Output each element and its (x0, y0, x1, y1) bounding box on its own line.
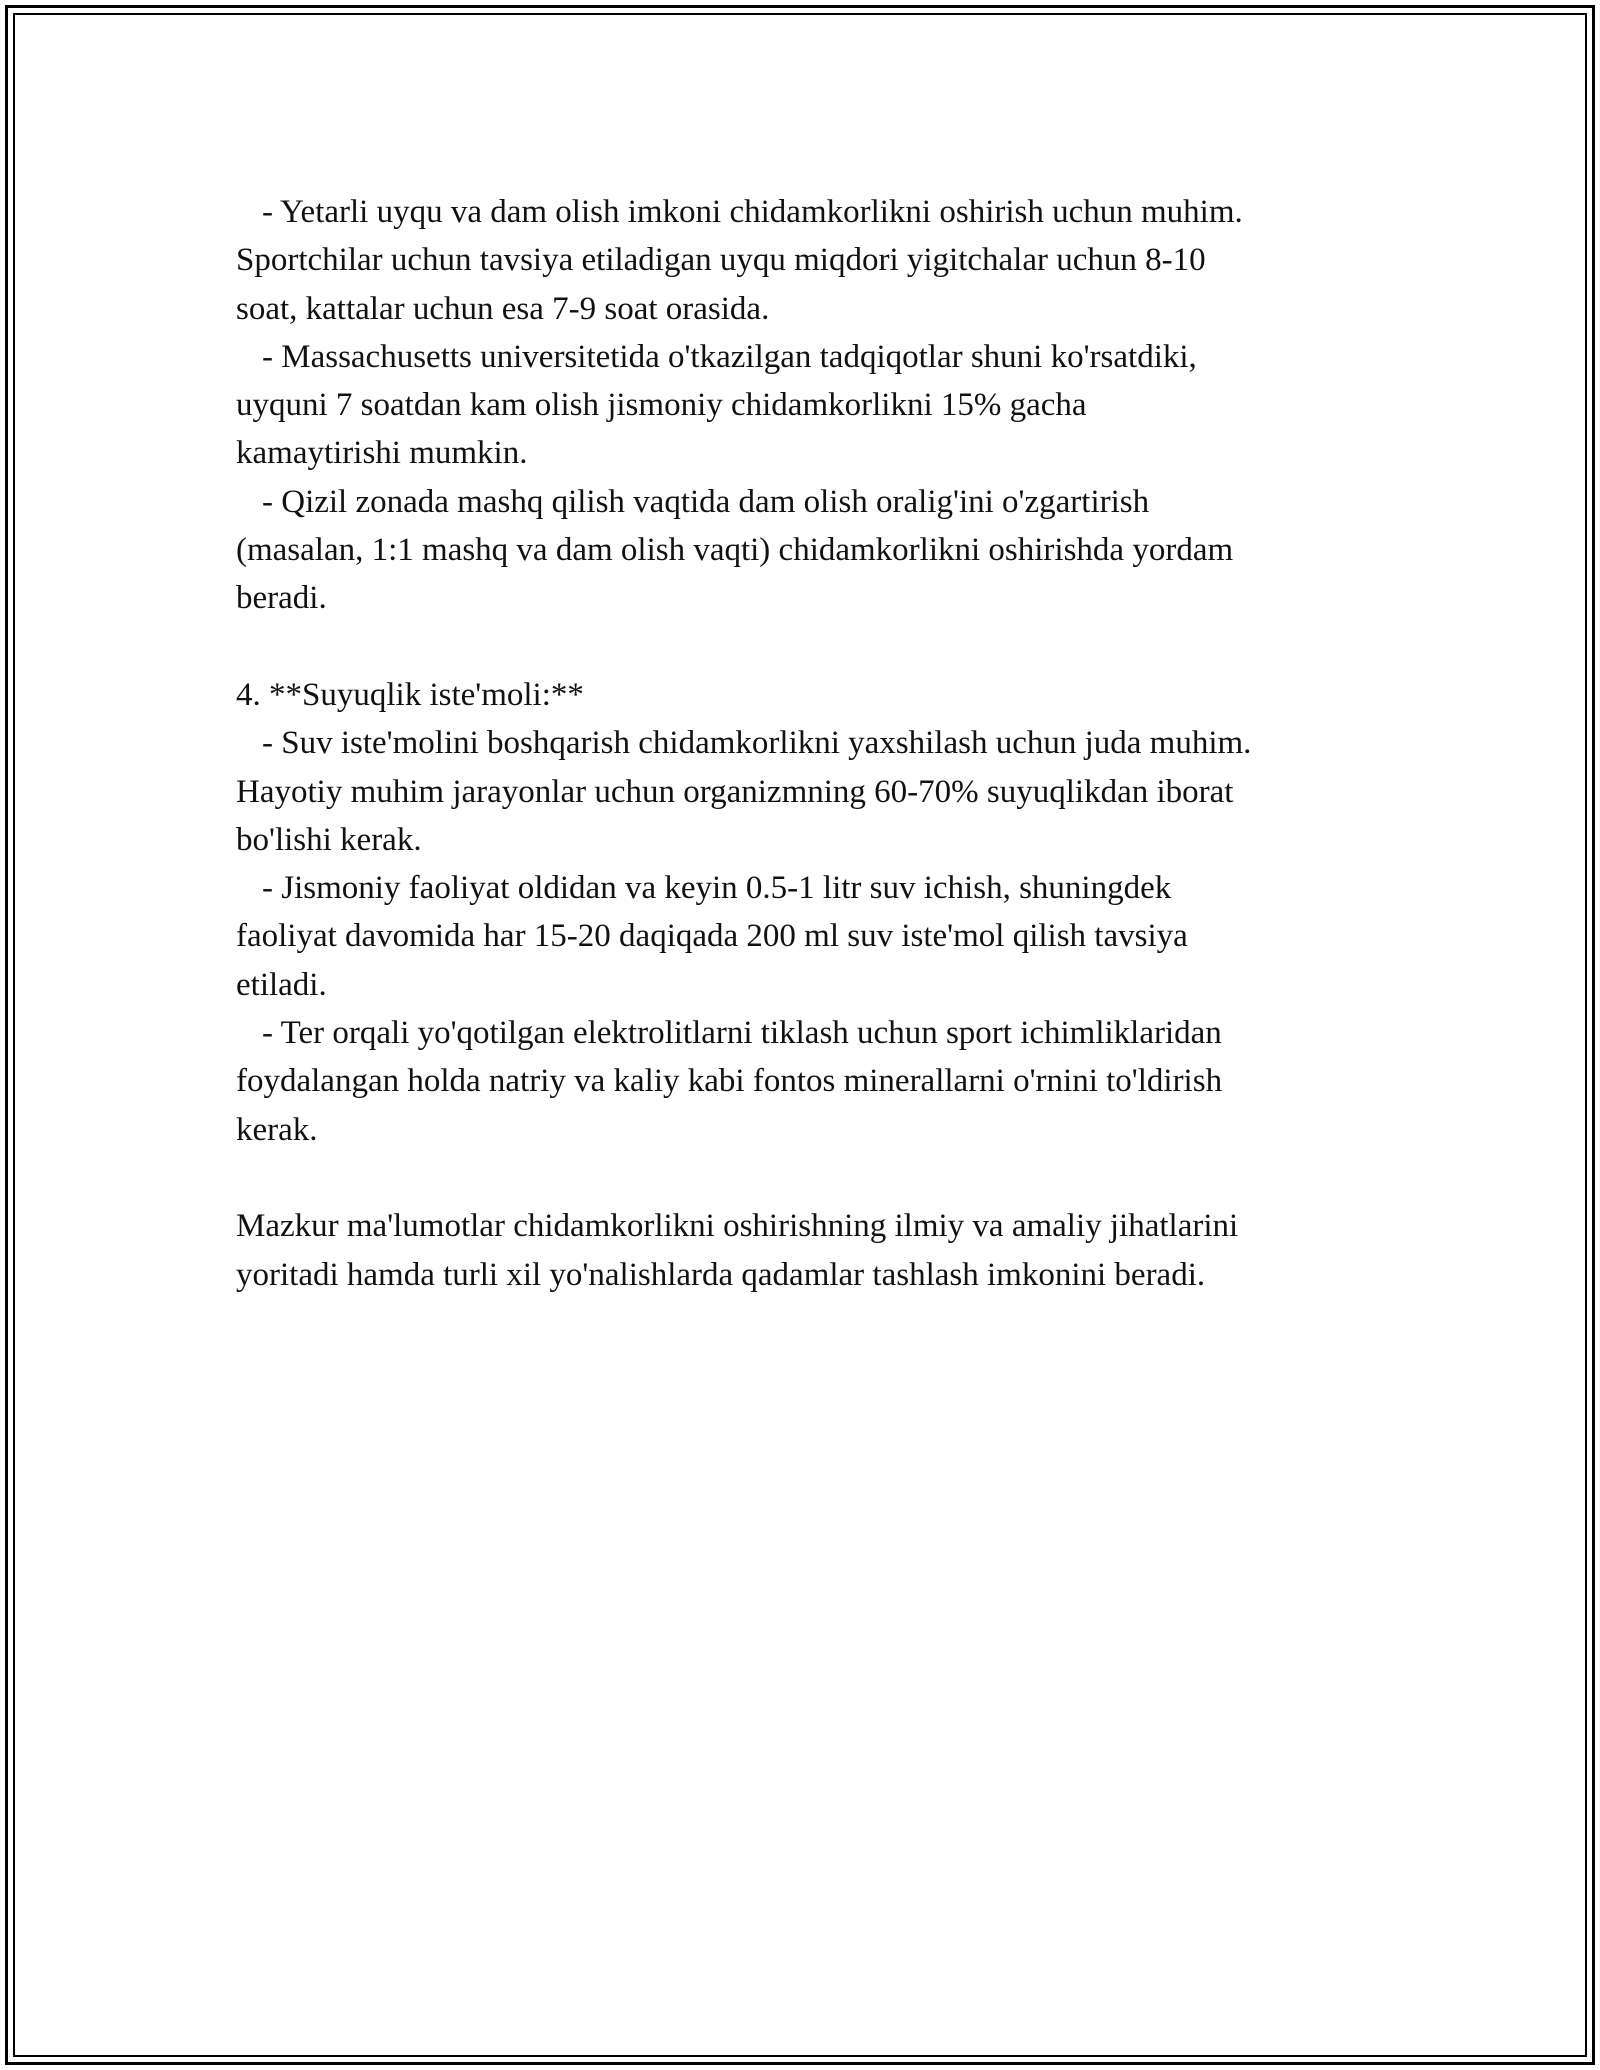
bullet-electrolytes-line-3: kerak. (236, 1111, 318, 1148)
section-heading-fluid: 4. **Suyuqlik iste'moli:** (236, 676, 584, 713)
bullet-electrolytes-line-2: foydalangan holda natriy va kaliy kabi fontos minerallarni o'rnini to'ldirish (236, 1063, 1223, 1100)
paragraph-spacer (236, 1154, 1396, 1202)
bullet-red-zone-line-2: (masalan, 1:1 mashq va dam olish vaqti) chidamkorlikni oshirishda yordam (236, 532, 1234, 569)
bullet-study-line-3: kamaytirishi mumkin. (236, 435, 528, 472)
bullet-sleep-line-2: Sportchilar uchun tavsiya etiladigan uyqu miqdori yigitchalar uchun 8-10 (236, 242, 1206, 279)
bullet-study-line-2: uyquni 7 soatdan kam olish jismoniy chidamkorlikni 15% gacha (236, 387, 1087, 424)
bullet-drinking-line-3: etiladi. (236, 966, 327, 1003)
bullet-sleep-line-3: soat, kattalar uchun esa 7-9 soat orasida. (236, 290, 770, 327)
bullet-water-line-3: bo'lishi kerak. (236, 821, 422, 858)
bullet-red-zone-line-3: beradi. (236, 580, 327, 617)
bullet-water-line-1: - Suv iste'molini boshqarish chidamkorlikni yaxshilash uchun juda muhim. (262, 725, 1252, 762)
bullet-water-line-2: Hayotiy muhim jarayonlar uchun organizmning 60-70% suyuqlikdan iborat (236, 773, 1234, 810)
bullet-study-line-1: - Massachusetts universitetida o'tkazilgan tadqiqotlar shuni ko'rsatdiki, (262, 338, 1197, 375)
paragraph-spacer (236, 623, 1396, 671)
bullet-red-zone-line-1: - Qizil zonada mashq qilish vaqtida dam olish oralig'ini o'zgartirish (262, 483, 1150, 520)
closing-paragraph-line-2: yoritadi hamda turli xil yo'nalishlarda qadamlar tashlash imkonini beradi. (236, 1256, 1206, 1293)
bullet-drinking-line-2: faoliyat davomida har 15-20 daqiqada 200 ml suv iste'mol qilish tavsiya (236, 918, 1188, 955)
closing-paragraph-line-1: Mazkur ma'lumotlar chidamkorlikni oshirishning ilmiy va amaliy jihatlarini (236, 1208, 1239, 1245)
bullet-electrolytes-line-1: - Ter orqali yo'qotilgan elektrolitlarni tiklash uchun sport ichimliklaridan (262, 1015, 1222, 1052)
bullet-sleep-line-1: - Yetarli uyqu va dam olish imkoni chidamkorlikni oshirish uchun muhim. (262, 194, 1243, 230)
document-body (236, 188, 1396, 1299)
bullet-drinking-line-1: - Jismoniy faoliyat oldidan va keyin 0.5-1 litr suv ichish, shuningdek (262, 870, 1172, 907)
